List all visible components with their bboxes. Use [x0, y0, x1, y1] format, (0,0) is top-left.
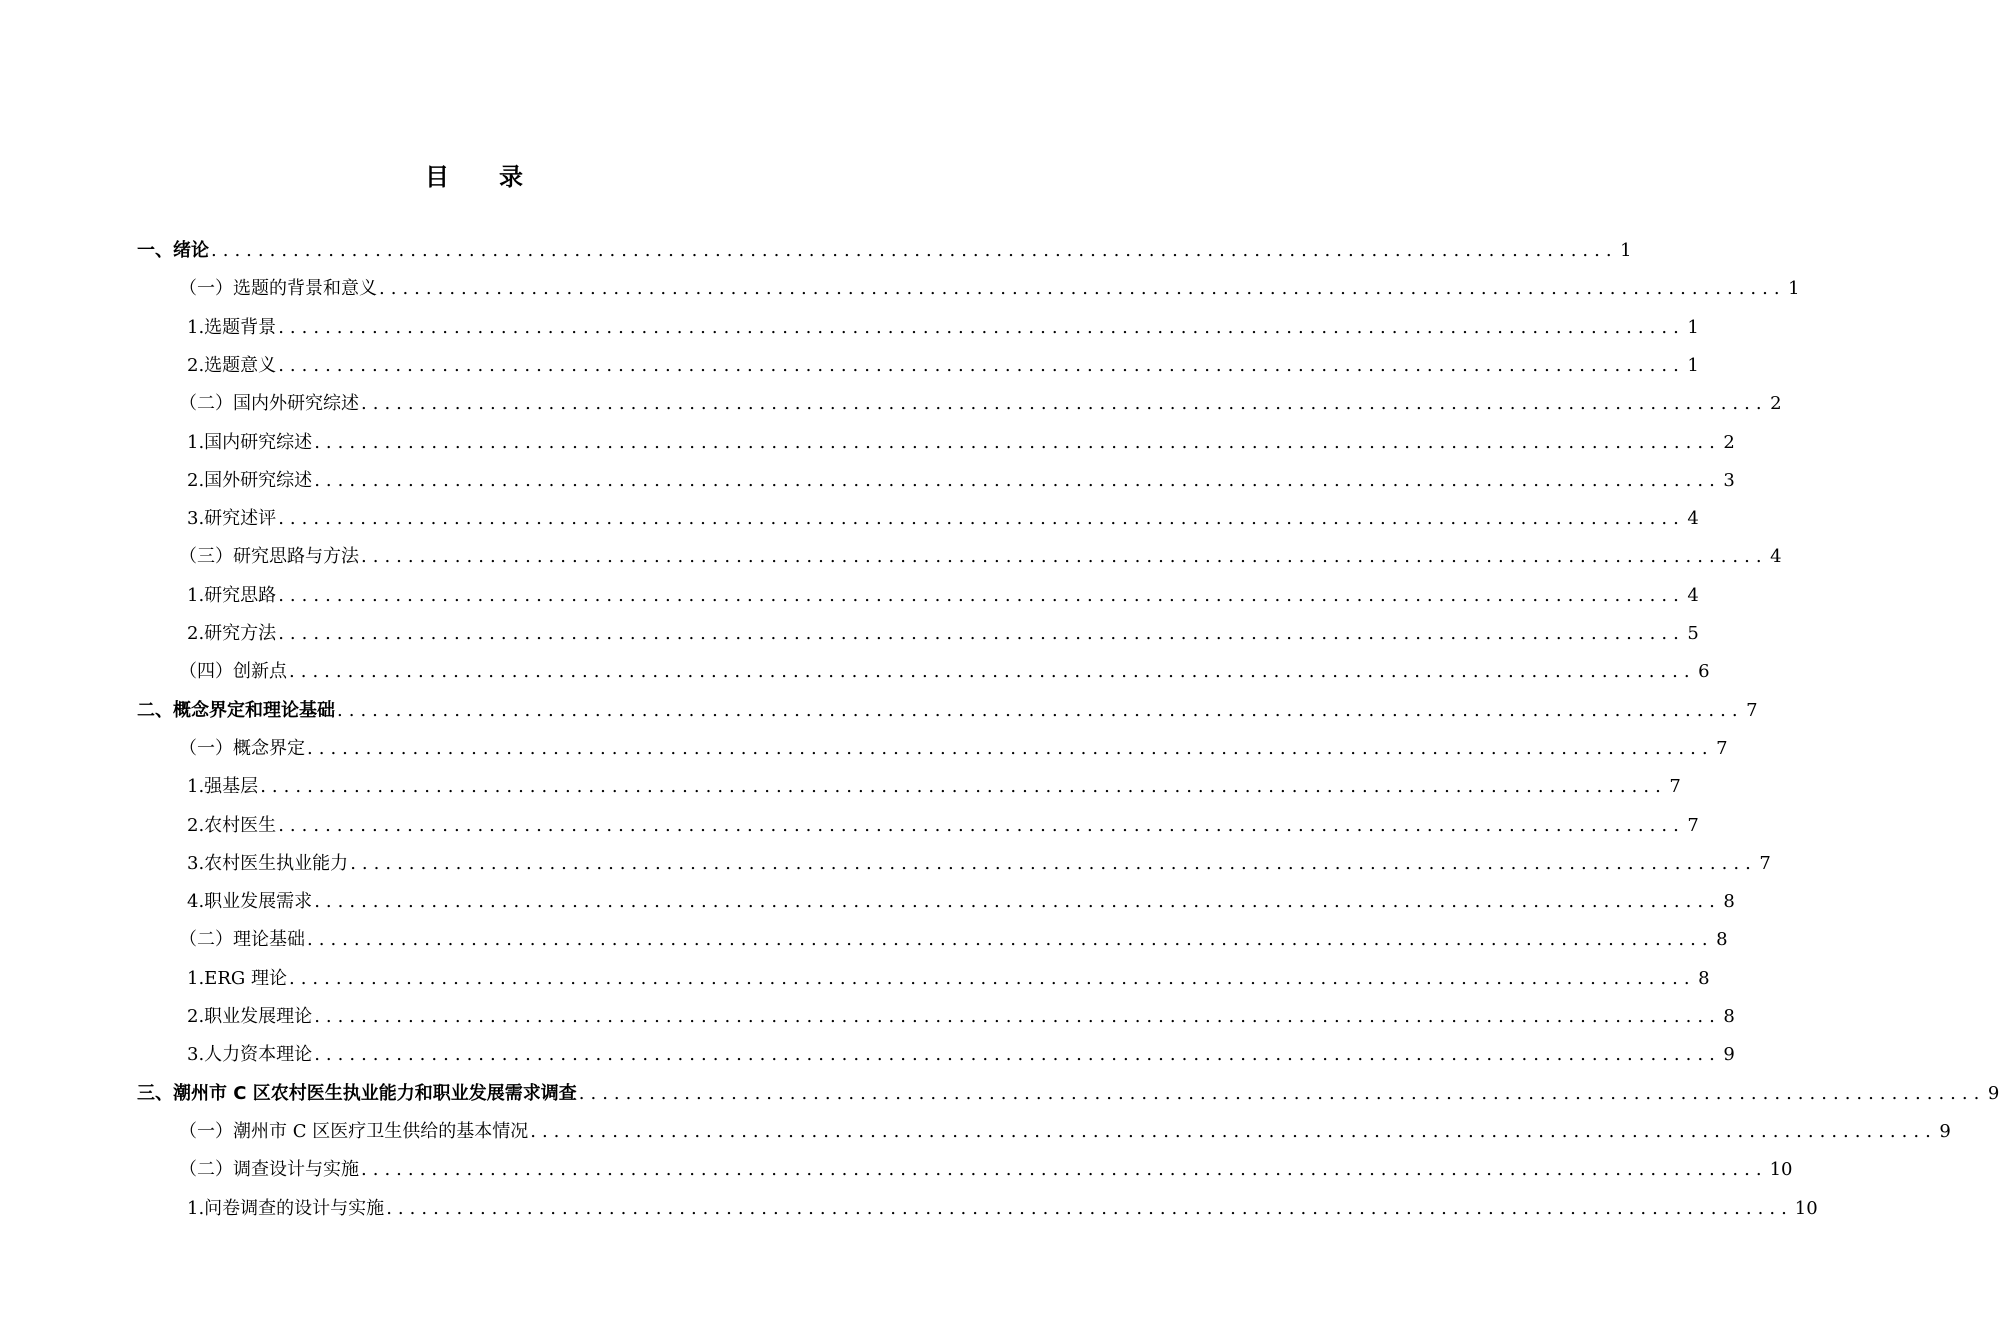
toc-entry-title: 3.研究述评: [187, 508, 277, 529]
toc-entry[interactable]: [187, 851, 1771, 877]
toc-entry-page: 8: [1698, 968, 1710, 989]
toc-entry-title: 3.农村医生执业能力: [187, 853, 349, 874]
toc-entry-title: 国内外研究综述: [233, 393, 359, 414]
toc-leader-dots: ........................................................................................................................: [314, 1006, 1721, 1027]
toc-entry-page: 4: [1770, 546, 1782, 567]
toc-entry-title: 选题的背景和意义: [233, 278, 377, 299]
toc-entry-page: 1: [1620, 240, 1632, 261]
toc-entry-number: （三）: [179, 546, 233, 567]
toc-entry[interactable]: [137, 1081, 1999, 1107]
toc-entry[interactable]: [187, 506, 1699, 532]
toc-entry-page: 2: [1770, 393, 1782, 414]
toc-entry[interactable]: [187, 583, 1699, 609]
toc-entry[interactable]: [179, 1157, 1793, 1183]
toc-entry-title: 概念界定和理论基础: [173, 700, 335, 721]
toc-entry-page: 6: [1698, 661, 1710, 682]
toc-leader-dots: ........................................................................................................................: [278, 623, 1685, 644]
toc-entry-number: （二）: [179, 929, 233, 950]
toc-entry-title: 潮州市 C 区农村医生执业能力和职业发展需求调查: [173, 1083, 577, 1104]
toc-leader-dots: ........................................................................................................................: [314, 1044, 1721, 1065]
toc-entry-title: 2.选题意义: [187, 355, 277, 376]
toc-entry-number: 二、: [137, 700, 173, 721]
toc-entry-title: 2.职业发展理论: [187, 1006, 313, 1027]
toc-entry-page: 2: [1723, 432, 1735, 453]
toc-leader-dots: ........................................................................................................................: [350, 853, 1757, 874]
toc-leader-dots: ........................................................................................................................: [288, 968, 1696, 989]
toc-entry[interactable]: [187, 889, 1735, 915]
toc-entry-page: 10: [1794, 1198, 1818, 1219]
toc-entry-title: 2.研究方法: [187, 623, 277, 644]
toc-entry-page: 7: [1687, 815, 1699, 836]
toc-entry-number: （一）: [179, 738, 233, 759]
toc-entry-title: 绪论: [173, 240, 209, 261]
toc-entry[interactable]: [137, 698, 1758, 724]
title-part-1: 目: [425, 163, 451, 191]
toc-entry[interactable]: [187, 966, 1710, 992]
toc-leader-dots: ........................................................................................................................: [361, 546, 1768, 567]
toc-entry-page: 3: [1723, 470, 1735, 491]
toc-leader-dots: ........................................................................................................................: [361, 393, 1768, 414]
toc-leader-dots: ........................................................................................................................: [530, 1121, 1937, 1142]
toc-entry-title: 理论基础: [233, 929, 305, 950]
toc-entry-title: 概念界定: [233, 738, 305, 759]
toc-leader-dots: ........................................................................................................................: [379, 278, 1786, 299]
toc-entry-page: 1: [1687, 355, 1699, 376]
toc-entry-title: 1.国内研究综述: [187, 432, 313, 453]
toc-entry-page: 4: [1687, 585, 1699, 606]
toc-entry-page: 8: [1723, 1006, 1735, 1027]
toc-entry-title: 2.国外研究综述: [187, 470, 313, 491]
toc-leader-dots: ........................................................................................................................: [307, 738, 1714, 759]
toc-entry[interactable]: [179, 659, 1710, 685]
toc-leader-dots: ........................................................................................................................: [278, 355, 1685, 376]
toc-leader-dots: ........................................................................................................................: [314, 470, 1721, 491]
toc-entry-page: 5: [1687, 623, 1699, 644]
toc-entry[interactable]: [187, 315, 1699, 341]
toc-entry-number: （一）: [179, 278, 233, 299]
toc-entry[interactable]: [187, 1196, 1818, 1222]
toc-entry-number: （二）: [179, 1159, 233, 1180]
toc-leader-dots: ........................................................................................................................: [314, 891, 1721, 912]
toc-leader-dots: ........................................................................................................................: [307, 929, 1714, 950]
toc-entry[interactable]: [187, 621, 1699, 647]
toc-entry-title: 潮州市 C 区医疗卫生供给的基本情况: [233, 1121, 529, 1142]
toc-leader-dots: ........................................................................................................................: [337, 700, 1744, 721]
toc-entry[interactable]: [187, 813, 1699, 839]
toc-entry-page: 1: [1788, 278, 1800, 299]
toc-entry-number: （二）: [179, 393, 233, 414]
toc-entry-page: 7: [1759, 853, 1771, 874]
toc-leader-dots: ........................................................................................................................: [314, 432, 1721, 453]
toc-entry-page: 1: [1687, 317, 1699, 338]
toc-entry-number: （一）: [179, 1121, 233, 1142]
toc-entry-title: 4.职业发展需求: [187, 891, 313, 912]
toc-leader-dots: ........................................................................................................................: [278, 317, 1685, 338]
toc-entry-page: 7: [1716, 738, 1728, 759]
toc-leader-dots: ........................................................................................................................: [211, 240, 1618, 261]
toc-entry[interactable]: [187, 430, 1735, 456]
title-part-2: 录: [499, 163, 525, 191]
toc-entry[interactable]: [179, 276, 1800, 302]
toc-leader-dots: ........................................................................................................................: [278, 585, 1685, 606]
toc-entry[interactable]: [179, 736, 1728, 762]
toc-entry-title: 1.强基层: [187, 776, 259, 797]
toc-entry[interactable]: [187, 774, 1681, 800]
toc-leader-dots: ........................................................................................................................: [289, 661, 1696, 682]
toc-entry-page: 4: [1687, 508, 1699, 529]
toc-entry-title: 1.研究思路: [187, 585, 277, 606]
toc-entry-title: 1.问卷调查的设计与实施: [187, 1198, 385, 1219]
toc-leader-dots: ........................................................................................................................: [386, 1198, 1793, 1219]
toc-entry-number: 一、: [137, 240, 173, 261]
toc-entry-title: 1.ERG 理论: [187, 968, 287, 989]
toc-entry-title: 1.选题背景: [187, 317, 277, 338]
toc-entry-page: 8: [1716, 929, 1728, 950]
toc-entry-page: 8: [1723, 891, 1735, 912]
toc-leader-dots: ........................................................................................................................: [278, 508, 1685, 529]
toc-entry-page: 7: [1746, 700, 1758, 721]
toc-leader-dots: ........................................................................................................................: [578, 1083, 1986, 1104]
toc-entry[interactable]: [179, 927, 1728, 953]
toc-entry[interactable]: [179, 1119, 1951, 1145]
toc-entry[interactable]: [187, 1042, 1735, 1068]
toc-entry[interactable]: [179, 391, 1782, 417]
toc-entry[interactable]: [137, 238, 1632, 264]
toc-entry-number: （四）: [179, 661, 233, 682]
toc-entry-title: 3.人力资本理论: [187, 1044, 313, 1065]
toc-leader-dots: ........................................................................................................................: [278, 815, 1685, 836]
toc-entry-title: 创新点: [233, 661, 287, 682]
toc-entry-title: 调查设计与实施: [233, 1159, 359, 1180]
toc-entry[interactable]: [187, 1004, 1735, 1030]
toc-entry-title: 2.农村医生: [187, 815, 277, 836]
toc-entry-number: 三、: [137, 1083, 173, 1104]
toc-entry-page: 7: [1669, 776, 1681, 797]
toc-entry-page: 9: [1939, 1121, 1951, 1142]
toc-entry-page: 9: [1723, 1044, 1735, 1065]
toc-leader-dots: ........................................................................................................................: [260, 776, 1667, 797]
toc-entry[interactable]: [187, 353, 1699, 379]
toc-entry[interactable]: [179, 544, 1782, 570]
toc-entry-page: 9: [1987, 1083, 1999, 1104]
toc-entry-page: 10: [1769, 1159, 1793, 1180]
toc-leader-dots: ........................................................................................................................: [361, 1159, 1768, 1180]
toc-entry[interactable]: [187, 468, 1735, 494]
toc-entry-title: 研究思路与方法: [233, 546, 359, 567]
page-title: [0, 157, 950, 192]
